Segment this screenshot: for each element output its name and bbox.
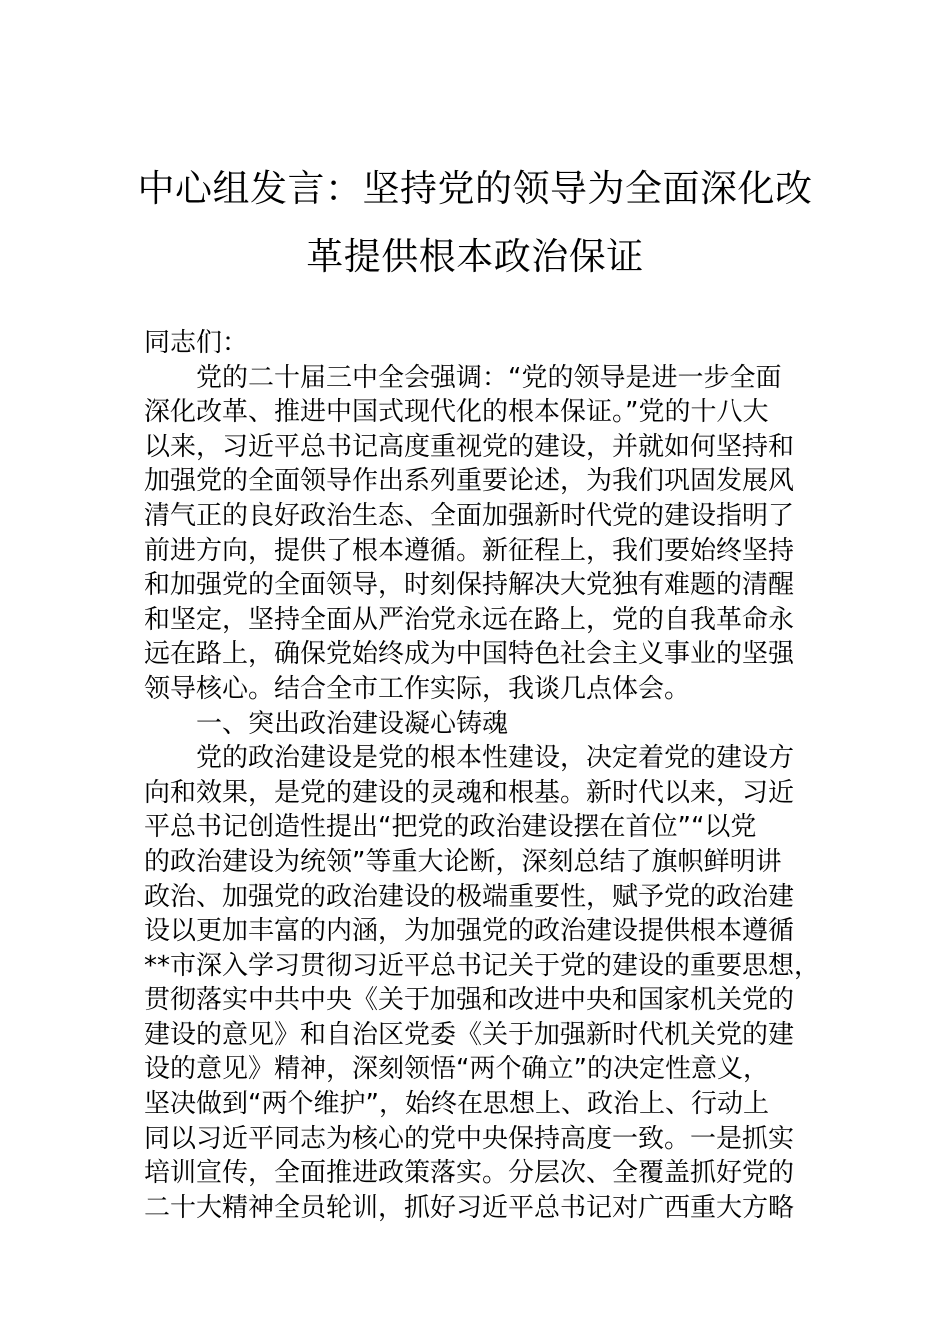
body-line: 和加强党的全面领导，时刻保持解决大党独有难题的清醒	[144, 570, 795, 601]
body-line: 向和效果，是党的建设的灵魂和根基。新时代以来，习近	[144, 777, 795, 808]
body-line: 的政治建设为统领”等重大论断，深刻总结了旗帜鲜明讲	[144, 846, 782, 877]
body-line: 政治、加强党的政治建设的极端重要性，赋予党的政治建	[144, 881, 795, 912]
body-line: 坚决做到“两个维护”，始终在思想上、政治上、行动上	[144, 1089, 769, 1120]
body-line: 和坚定，坚持全面从严治党永远在路上，党的自我革命永	[144, 604, 795, 635]
document-title-line-2: 革提供根本政治保证	[306, 235, 644, 278]
body-line: 平总书记创造性提出“把党的政治建设摆在首位”“以党	[144, 812, 757, 843]
body-line: 设的意见》精神，深刻领悟“两个确立”的决定性意义，	[144, 1054, 769, 1085]
body-line: 清气正的良好政治生态、全面加强新时代党的建设指明了	[144, 500, 795, 531]
body-line: 贯彻落实中共中央《关于加强和改进中央和国家机关党的	[144, 985, 795, 1016]
body-line: 以来，习近平总书记高度重视党的建设，并就如何坚持和	[144, 431, 795, 462]
salutation: 同志们：	[144, 328, 249, 358]
body-line: 前进方向，提供了根本遵循。新征程上，我们要始终坚持	[144, 535, 795, 566]
body-line: 党的政治建设是党的根本性建设，决定着党的建设方	[196, 743, 795, 774]
body-line: 设以更加丰富的内涵，为加强党的政治建设提供根本遵循	[144, 916, 795, 947]
body-line: 同以习近平同志为核心的党中央保持高度一致。一是抓实	[144, 1123, 795, 1154]
body-line: **市深入学习贯彻习近平总书记关于党的建设的重要思想，	[144, 950, 821, 981]
body-line: 培训宣传，全面推进政策落实。分层次、全覆盖抓好党的	[144, 1158, 795, 1189]
body-line: 加强党的全面领导作出系列重要论述，为我们巩固发展风	[144, 466, 795, 497]
section-heading: 一、突出政治建设凝心铸魂	[196, 708, 509, 739]
body-line: 党的二十届三中全会强调：“党的领导是进一步全面	[196, 362, 782, 393]
body-line: 远在路上，确保党始终成为中国特色社会主义事业的坚强	[144, 639, 795, 670]
body-line: 二十大精神全员轮训，抓好习近平总书记对广西重大方略	[144, 1192, 795, 1223]
body-line: 建设的意见》和自治区党委《关于加强新时代机关党的建	[144, 1019, 795, 1050]
body-line: 深化改革、推进中国式现代化的根本保证。”党的十八大	[144, 397, 769, 428]
document-body	[144, 326, 834, 1225]
body-line: 领导核心。结合全市工作实际，我谈几点体会。	[144, 673, 691, 704]
document-title-line-1: 中心组发言：坚持党的领导为全面深化改	[137, 167, 813, 210]
